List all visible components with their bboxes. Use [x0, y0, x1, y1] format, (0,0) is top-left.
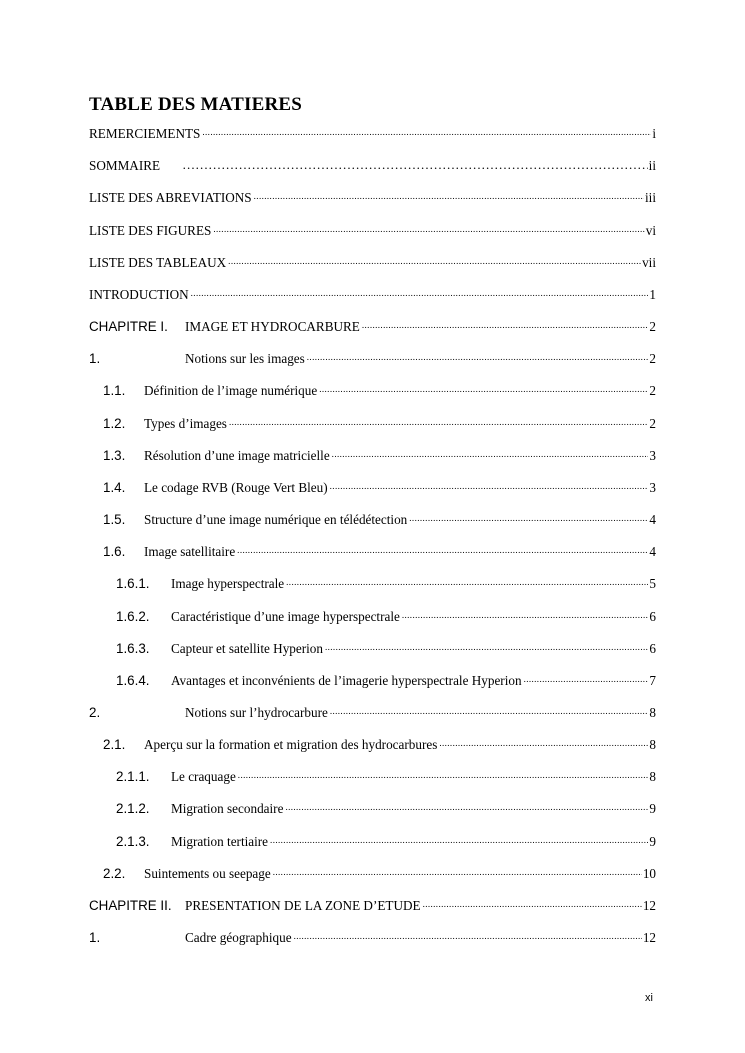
toc-page-number: iii [645, 190, 656, 205]
toc-label: Notions sur l’hydrocarbure [185, 705, 328, 720]
toc-entry-section-1-6-4[interactable] [89, 667, 656, 689]
toc-entry-section-1-3[interactable] [89, 442, 656, 464]
toc-page-number: 2 [649, 351, 656, 366]
toc-entry-introduction[interactable] [89, 281, 656, 303]
toc-entry-sommaire[interactable] [89, 152, 656, 174]
toc-entry-section-1-4[interactable] [89, 474, 656, 496]
toc-leader-dots [238, 767, 649, 783]
toc-page-number: 3 [649, 448, 656, 463]
toc-label: Types d’images [144, 416, 227, 431]
toc-page-number: 2 [649, 383, 656, 398]
toc-leader-dots [330, 703, 649, 719]
toc-page-number: 8 [649, 737, 656, 752]
toc-leader-dots [182, 157, 648, 173]
toc-number: 2.2. [103, 866, 126, 881]
toc-page-number: 4 [649, 512, 656, 527]
toc-page-number: 6 [649, 609, 656, 624]
toc-label: Migration tertiaire [171, 834, 269, 849]
toc-page-number: vii [642, 255, 656, 270]
toc-entry-section-2-2[interactable] [89, 860, 656, 882]
toc-leader-dots [229, 414, 648, 430]
toc-label: INTRODUCTION [89, 287, 189, 302]
toc-leader-dots [439, 735, 648, 751]
toc-leader-dots [362, 317, 649, 333]
toc-number: 1.1. [103, 383, 126, 398]
toc-label: Capteur et satellite Hyperion [171, 641, 323, 656]
toc-label: Image satellitaire [144, 544, 236, 559]
toc-leader-dots [307, 349, 649, 365]
toc-page-number: 9 [649, 801, 656, 816]
toc-entry-section-1-5[interactable] [89, 506, 656, 528]
toc-page-number: 6 [649, 641, 656, 656]
toc-page-number: 3 [649, 480, 656, 495]
toc-leader-dots [524, 671, 649, 687]
toc-page-number: 8 [649, 769, 656, 784]
toc-number: 1.6.3. [116, 641, 150, 656]
toc-page-number: 9 [649, 834, 656, 849]
toc-label: Structure d’une image numérique en télédétection [144, 512, 408, 527]
toc-number: 1. [89, 351, 101, 366]
toc-leader-dots [319, 381, 648, 397]
toc-entry-chapitre-1[interactable] [89, 313, 656, 335]
toc-page-number: 4 [649, 544, 656, 559]
toc-leader-dots [202, 124, 651, 140]
toc-entry-section-2-1[interactable] [89, 731, 656, 753]
toc-leader-dots [270, 832, 648, 848]
toc-leader-dots [286, 574, 648, 590]
toc-entry-section-1-6-1[interactable] [89, 570, 656, 592]
toc-label: Notions sur les images [185, 351, 305, 366]
toc-entry-section-1-6-3[interactable] [89, 635, 656, 657]
page-title: TABLE DES MATIERES [89, 94, 303, 115]
toc-label: PRESENTATION DE LA ZONE D’ETUDE [185, 898, 421, 913]
toc-label: Migration secondaire [171, 801, 284, 816]
toc-label: Le codage RVB (Rouge Vert Bleu) [144, 480, 328, 495]
toc-entry-tableaux[interactable] [89, 249, 656, 271]
toc-entry-section-1-6-2[interactable] [89, 603, 656, 625]
toc-entry-section-1-1[interactable] [89, 377, 656, 399]
toc-page-number: i [652, 126, 656, 141]
toc-label: Suintements ou seepage [144, 866, 271, 881]
toc-label: Caractéristique d’une image hyperspectrale [171, 609, 400, 624]
toc-number: 2. [89, 705, 101, 720]
toc-leader-dots [254, 188, 644, 204]
toc-entry-abreviations[interactable] [89, 184, 656, 206]
toc-number: 2.1.1. [116, 769, 150, 784]
toc-number: 1.5. [103, 512, 126, 527]
toc-label: Cadre géographique [185, 930, 292, 945]
toc-leader-dots [213, 221, 644, 237]
toc-number: 1.6.4. [116, 673, 150, 688]
toc-entry-section-1[interactable] [89, 345, 656, 367]
toc-leader-dots [285, 799, 648, 815]
toc-page-number: ii [648, 158, 656, 173]
toc-leader-dots [325, 639, 648, 655]
toc-entry-section-2-1-2[interactable] [89, 795, 656, 817]
toc-entry-section-1-6[interactable] [89, 538, 656, 560]
toc-entry-remerciements[interactable] [89, 120, 656, 142]
toc-entry-chapitre-2[interactable] [89, 892, 656, 914]
toc-label: LISTE DES ABREVIATIONS [89, 190, 252, 205]
toc-leader-dots [409, 510, 648, 526]
toc-label: Image hyperspectrale [171, 576, 285, 591]
toc-entry-section-2-1-3[interactable] [89, 828, 656, 850]
toc-page-number: 12 [642, 930, 656, 945]
toc-number: 1.2. [103, 416, 126, 431]
toc-number: 1.6.2. [116, 609, 150, 624]
toc-label: Aperçu sur la formation et migration des hydrocarbures [144, 737, 438, 752]
toc-leader-dots [330, 478, 649, 494]
toc-page-number: vi [645, 223, 656, 238]
toc-entry-section-1-2[interactable] [89, 410, 656, 432]
toc-number: CHAPITRE I. [89, 319, 168, 334]
toc-number: CHAPITRE II. [89, 898, 172, 913]
toc-number: 1. [89, 930, 101, 945]
toc-page-number: 5 [649, 576, 656, 591]
toc-label: Résolution d’une image matricielle [144, 448, 330, 463]
toc-label: IMAGE ET HYDROCARBURE [185, 319, 360, 334]
toc-label: REMERCIEMENTS [89, 126, 201, 141]
toc-leader-dots [273, 864, 642, 880]
toc-page-number: 12 [642, 898, 656, 913]
toc-page-number: 8 [649, 705, 656, 720]
toc-number: 1.6. [103, 544, 126, 559]
toc-page-number: 1 [649, 287, 656, 302]
toc-number: 2.1.3. [116, 834, 150, 849]
toc-leader-dots [294, 928, 642, 944]
toc-label: SOMMAIRE [89, 158, 161, 173]
toc-page-number: 7 [649, 673, 656, 688]
toc-entry-section-2-1-1[interactable] [89, 763, 656, 785]
toc-number: 2.1.2. [116, 801, 150, 816]
footer-page-number: xi [645, 992, 653, 1004]
toc-page-number: 2 [649, 416, 656, 431]
toc-leader-dots [423, 896, 642, 912]
toc-number: 1.4. [103, 480, 126, 495]
toc-page-number: 10 [642, 866, 656, 881]
toc-label: Le craquage [171, 769, 236, 784]
toc-number: 1.3. [103, 448, 126, 463]
toc-entry-figures[interactable] [89, 217, 656, 239]
toc-leader-dots [191, 285, 649, 301]
toc-label: LISTE DES TABLEAUX [89, 255, 227, 270]
toc-leader-dots [332, 446, 649, 462]
toc-page-number: 2 [649, 319, 656, 334]
toc-entry-section-2[interactable] [89, 699, 656, 721]
toc-leader-dots [237, 542, 648, 558]
toc-label: LISTE DES FIGURES [89, 223, 212, 238]
toc-number: 1.6.1. [116, 576, 150, 591]
toc-leader-dots [228, 253, 641, 269]
toc-entry-cadre-geographique[interactable] [89, 924, 656, 946]
toc-leader-dots [402, 607, 649, 623]
toc-number: 2.1. [103, 737, 126, 752]
toc-label: Définition de l’image numérique [144, 383, 318, 398]
toc-label: Avantages et inconvénients de l’imagerie hyperspectrale Hyperion [171, 673, 522, 688]
